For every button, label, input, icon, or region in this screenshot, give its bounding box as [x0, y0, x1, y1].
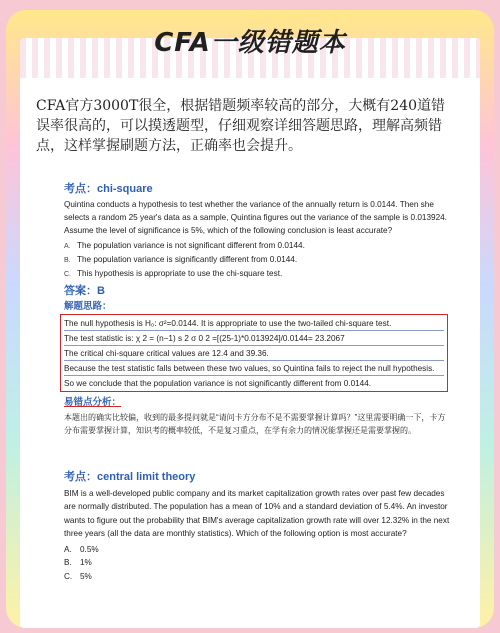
q2-topic-heading — [64, 470, 450, 485]
q1-question-text: Quintina conducts a hypothesis to test whether the variance of the annually return is 0.0144. Then she selects a random 25 year's data as a sample, Quintina figures out the variance of the sample is 0.013924. Assume the level of significance is 5%, which of the following conclusion is least accurate? — [64, 200, 447, 235]
q1-choice-a-text: The population variance is not significant different from 0.0144. — [77, 241, 305, 251]
solution-line: Because the test statistic falls between these two values, so Quintina fails to reject the null hypothesis. — [64, 361, 444, 376]
q1-choice-a-letter: A. — [64, 243, 71, 251]
q1-choice-b — [64, 254, 450, 268]
q2-choice-c — [64, 570, 450, 583]
q2-choice-a — [64, 543, 450, 556]
q2-choice-a-text: 0.5% — [80, 545, 99, 555]
q1-choice-c-text: This hypothesis is appropriate to use the chi-square test. — [77, 268, 283, 278]
solution-line: So we conclude that the population variance is not significantly different from 0.0144. — [64, 378, 372, 388]
q1-answer: 答案：B — [64, 284, 105, 297]
q2-topic-label: 考点： — [64, 471, 97, 483]
solution-line: The critical chi-square critical values are 12.4 and 39.36. — [64, 346, 444, 361]
intro-paragraph: CFA官方3000T很全，根据错题频率较高的部分，大概有240道错误率很高的，可以摸透题型，仔细观察详细答题思路，理解高频错点，这样掌握刷题方法，正确率也会提升。 — [36, 98, 446, 154]
q1-choice-c-letter: C. — [64, 270, 71, 278]
q2-choice-b-letter: B. — [64, 558, 72, 568]
q1-choice-b-text: The population variance is significantly different from 0.0144. — [77, 255, 298, 265]
question-2 — [64, 470, 450, 583]
q2-topic: central limit theory — [97, 471, 196, 483]
q1-error-analysis-text: 本题出的确实比较偏，收到的最多提问就是“请问卡方分布不是不需要掌握计算吗？”这里需要明确一下，卡方分布需要掌握计算，知识考的概率较低，不是复习重点，在学有余力的情况能掌握还是需要掌握的。 — [64, 412, 446, 435]
page-title: CFA一级错题本 — [154, 28, 346, 58]
q2-choice-c-letter: C. — [64, 571, 73, 581]
q2-question-text: BIM is a well-developed public company and its market capitalization growth rates over past few decades are normally distributed. The population has a mean of 10% and a standard deviation of 5.4%. An investor wants to figure out the probability that BIM's average capitalization growth rate will over 12.32% in the next three years (all the data are monthly statistics). Which of the following option is most accurate? — [64, 489, 450, 538]
q2-choice-b — [64, 556, 450, 569]
q1-solution-box — [60, 314, 448, 392]
solution-line: The null hypothesis is H₀: σ²=0.0144. It is appropriate to use the two-tailed chi-square test. — [64, 316, 444, 331]
question-1 — [64, 182, 450, 437]
q1-choice-c — [64, 268, 450, 282]
q1-choice-a — [64, 240, 450, 254]
q2-choice-a-letter: A. — [64, 545, 72, 555]
q1-topic-label: 考点： — [64, 183, 97, 195]
q2-choice-b-text: 1% — [80, 558, 92, 568]
q1-topic-heading — [64, 182, 450, 197]
q1-solution-label: 解题思路： — [64, 300, 112, 312]
q2-choice-c-text: 5% — [80, 571, 92, 581]
q1-topic: chi-square — [97, 183, 153, 195]
q1-error-analysis-label: 易错点分析： — [64, 396, 122, 408]
q1-choice-b-letter: B. — [64, 257, 71, 265]
solution-line: The test statistic is: χ 2 = (n−1) s 2 σ 0 2 =[(25-1)*0.013924]/0.0144= 23.2067 — [64, 331, 444, 346]
